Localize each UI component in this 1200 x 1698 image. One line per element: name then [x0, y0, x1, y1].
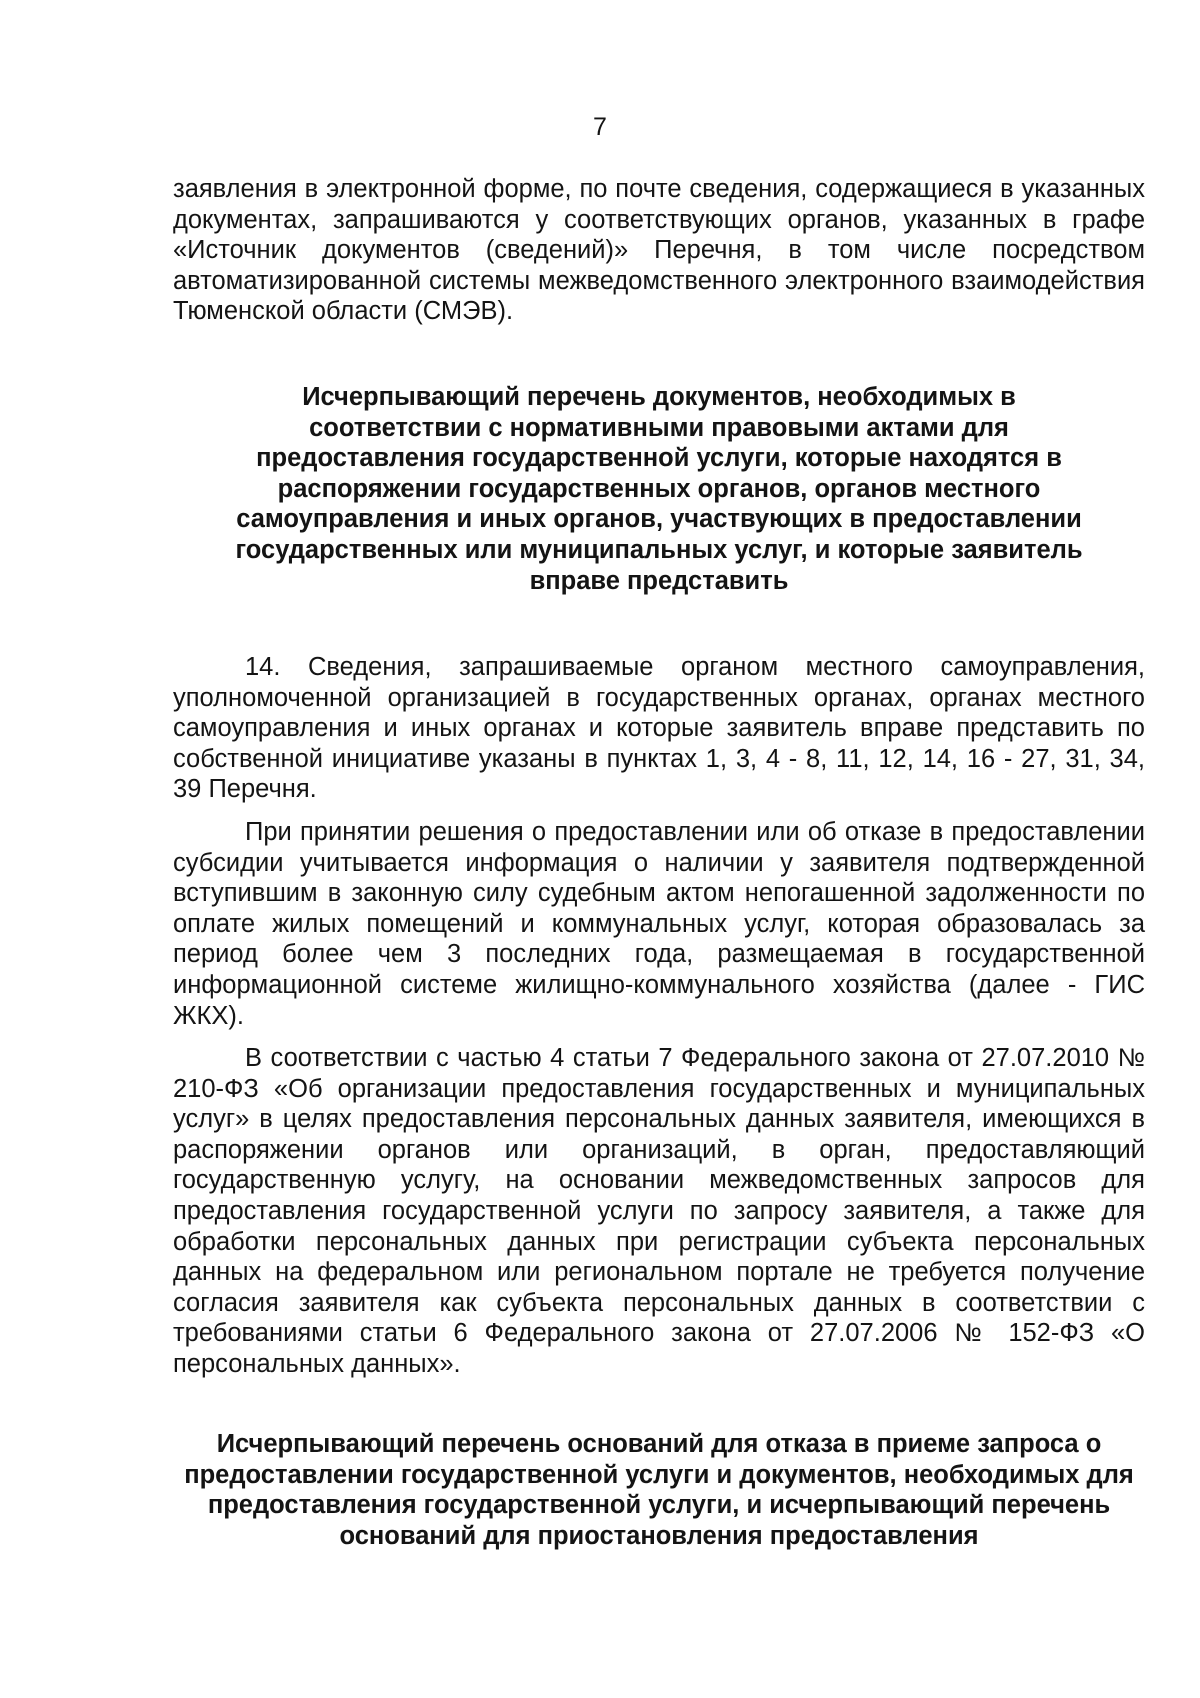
- page-number: 7: [593, 113, 607, 141]
- paragraph-subsidy-info: При принятии решения о предоставлении или об отказе в предоставлении субсидии учитывается информация о наличии у заявителя подтвержденной вступившим в законную силу судебным актом непогашенной задолженности по оплате жилых помещений и коммунальных услуг, которая образовалась за период более чем 3 последних года, размещаемая в государственной информационной системе жилищно-коммунального хозяйства (далее - ГИС ЖКХ).: [173, 818, 1145, 1030]
- paragraph-item-14: 14. Сведения, запрашиваемые органом местного самоуправления, уполномоченной организацией в государственных органах, органах местного самоуправления и иных органах и которые заявитель вправе представить по собственной инициативе указаны в пунктах 1, 3, 4 - 8, 11, 12, 14, 16 - 27, 31, 34, 39 Перечня.: [173, 653, 1145, 804]
- paragraph-federal-law: В соответствии с частью 4 статьи 7 Федерального закона от 27.07.2010 № 210-ФЗ «Об организации предоставления государственных и муниципальных услуг» в целях предоставления персональных данных заявителя, имеющихся в распоряжении органов или организаций, в орган, предоставляющий государственную услугу, на основании межведомственных запросов для предоставления государственной услуги по запросу заявителя, а также для обработки персональных данных при регистрации субъекта персональных данных на федеральном или региональном портале не требуется получение согласия заявителя как субъекта персональных данных в соответствии с требованиями статьи 6 Федерального закона от 27.07.2006 № 152-ФЗ «О персональных данных».: [173, 1044, 1145, 1378]
- paragraph-continuation: заявления в электронной форме, по почте сведения, содержащиеся в указанных документах, запрашиваются у соответствующих органов, указанных в графе «Источник документов (сведений)» Перечня, в том числе посредством автоматизированной системы межведомственного электронного взаимодействия Тюменской области (СМЭВ).: [173, 175, 1145, 326]
- section-heading-documents: Исчерпывающий перечень документов, необходимых в соответствии с нормативными правовыми актами для предоставления государственной услуги, которые находятся в распоряжении государственных органов, органов местного самоуправления и иных органов, участвующих в предоставлении государственных или муниципальных услуг, и которые заявитель вправе представить: [235, 383, 1083, 595]
- section-heading-refusal-grounds: Исчерпывающий перечень оснований для отказа в приеме запроса о предоставлении государственной услуги и документов, необходимых для предоставления государственной услуги, и исчерпывающий перечень оснований для приостановления предоставления: [184, 1430, 1134, 1550]
